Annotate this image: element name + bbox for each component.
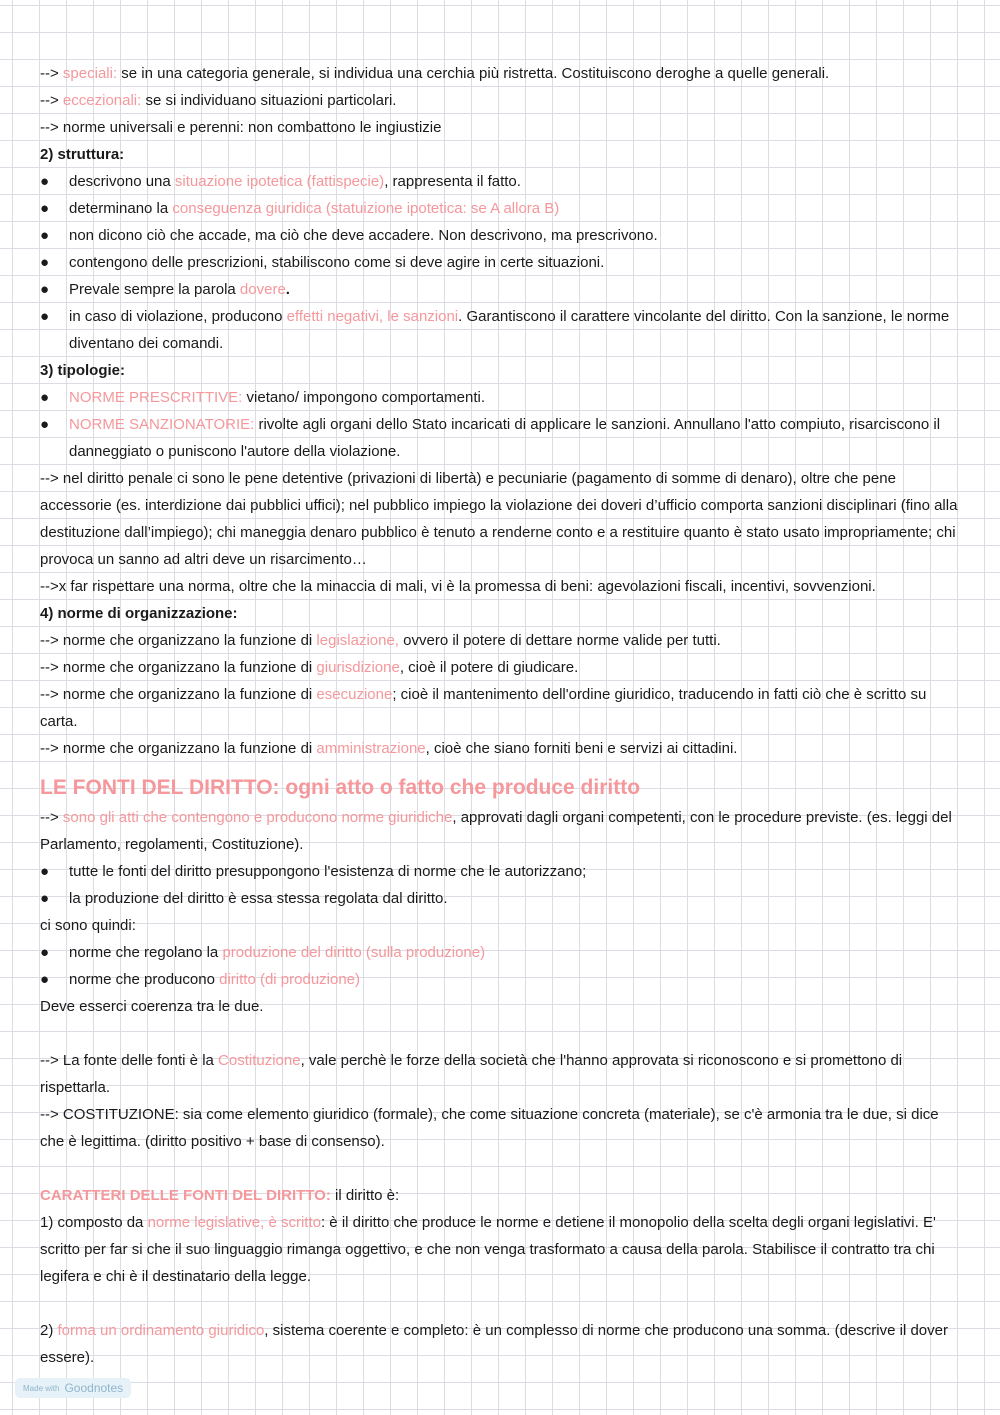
section-heading-tipologie: 3) tipologie: (40, 362, 125, 379)
bullet-dot: ● (40, 254, 50, 271)
note-line-coerenza: Deve esserci coerenza tra le due. (40, 998, 264, 1015)
note-line-universali: --> norme universali e perenni: non combattono le ingiustizie (40, 119, 442, 136)
highlight-eccezionali: eccezionali: (62, 92, 142, 109)
note-paragraph-ordinamento: 2) forma un ordinamento giuridico, sistema coerente e completo: è un complesso di norme che producono una somma. (descrive il dover essere). (40, 1322, 948, 1366)
bullet-item: ● NORME PRESCRITTIVE: vietano/ impongono comportamenti. (40, 384, 965, 411)
highlight-speciali: speciali: (62, 65, 118, 82)
note-paragraph-atti: --> sono gli atti che contengono e producono norme giuridiche, approvati dagli organi competenti, con le procedure previste. (es. leggi del Parlamento, regolamenti, Costituzione). (40, 809, 952, 853)
bullet-dot: ● (40, 890, 50, 907)
bullet-item: ● NORME SANZIONATORIE: rivolte agli organi dello Stato incaricati di applicare le sanzioni. Annullano l'atto compiuto, risarciscono il danneggiato o puniscono l'autore della violazione. (40, 411, 965, 465)
bullet-dot: ● (40, 173, 50, 190)
goodnotes-badge (15, 1378, 131, 1398)
note-paragraph-costituzione: --> La fonte delle fonti è la Costituzione, vale perchè le forze della società che l'hanno approvata si riconoscono e si promettono di rispettarla. (40, 1052, 903, 1096)
highlight-text: dovere (239, 281, 286, 298)
spacer (40, 1155, 965, 1182)
highlight-heading: CARATTERI DELLE FONTI DEL DIRITTO: (40, 1187, 331, 1204)
bullet-dot: ● (40, 944, 50, 961)
spacer (40, 1020, 965, 1047)
highlight-text: norme legislative, è scritto (147, 1214, 321, 1231)
note-paragraph-scritto: 1) composto da norme legislative, è scritto: è il diritto che produce le norme e detiene il monopolio della scelta degli organi legislativi. E' scritto per far si che il suo linguaggio rimanga oggettivo, e che non venga trasformato a causa della parola. Stabilisce il contratto tra chi legifera e chi è il destinatario della legge. (40, 1214, 936, 1285)
bullet-dot: ● (40, 227, 50, 244)
badge-made-with: Made with (23, 1383, 60, 1393)
highlight-text: forma un ordinamento giuridico (57, 1322, 265, 1339)
note-line-speciali: --> speciali: se in una categoria generale, si individua una cerchia più ristretta. Costituiscono deroghe a quelle generali. (40, 65, 830, 82)
bullet-item: ● contengono delle prescrizioni, stabiliscono come si deve agire in certe situazioni. (40, 249, 965, 276)
note-line-promessa: -->x far rispettare una norma, oltre che la minaccia di mali, vi è la promessa di beni: agevolazioni fiscali, incentivi, sovvenzioni. (40, 578, 876, 595)
note-line-legislazione: --> norme che organizzano la funzione di legislazione, ovvero il potere di dettare norme valide per tutti. (40, 632, 721, 649)
bullet-dot: ● (40, 389, 50, 406)
highlight-text: diritto (di produzione) (219, 971, 361, 988)
highlight-text: situazione ipotetica (fattispecie) (174, 173, 385, 190)
bullet-item: ● norme che producono diritto (di produzione) (40, 966, 965, 993)
note-line-caratteri: CARATTERI DELLE FONTI DEL DIRITTO: il diritto è: (40, 1187, 400, 1204)
bullet-dot: ● (40, 281, 50, 298)
note-paragraph-pene: --> nel diritto penale ci sono le pene detentive (privazioni di libertà) e pecuniarie (pagamento di somme di denaro), oltre che pene accessorie (es. interdizione dai pubblici uffici); nel pubblico impiego la violazione dei doveri d’ufficio comporta sanzioni disciplinari (fino alla destituzione dall’impiego); chi maneggia denaro pubblico è tenuto a renderne conto e a restituire quanto è stato usato impropriamente; chi provoca un sanno ad altri deve un risarcimento… (40, 470, 958, 568)
bullet-dot: ● (40, 200, 50, 217)
note-line-eccezionali: --> eccezionali: se si individuano situazioni particolari. (40, 92, 397, 109)
note-paragraph-legittima: --> COSTITUZIONE: sia come elemento giuridico (formale), che come situazione concreta (materiale), se c'è armonia tra le due, si dice che è legittima. (diritto positivo + base di consenso). (40, 1106, 939, 1150)
highlight-text: amministrazione (316, 740, 426, 757)
highlight-text: effetti negativi, le sanzioni (286, 308, 459, 325)
spacer (40, 1290, 965, 1317)
highlight-text: giurisdizione (316, 659, 400, 676)
bullet-item: ● norme che regolano la produzione del diritto (sulla produzione) (40, 939, 965, 966)
highlight-text: conseguenza giuridica (statuizione ipotetica: se A allora B) (172, 200, 560, 217)
highlight-text: Costituzione (218, 1052, 301, 1069)
section-heading-struttura: 2) struttura: (40, 146, 125, 163)
note-line-amministrazione: --> norme che organizzano la funzione di amministrazione, cioè che siano forniti beni e servizi ai cittadini. (40, 740, 738, 757)
highlight-text: NORME PRESCRITTIVE: (69, 389, 243, 406)
note-line-quindi: ci sono quindi: (40, 917, 136, 934)
section-heading-organizzazione: 4) norme di organizzazione: (40, 605, 238, 622)
highlight-text: legislazione, (316, 632, 399, 649)
highlight-text: sono gli atti che contengono e producono norme giuridiche (62, 809, 453, 826)
bullet-item: ● non dicono ciò che accade, ma ciò che deve accadere. Non descrivono, ma prescrivono. (40, 222, 965, 249)
bullet-item: ● determinano la conseguenza giuridica (statuizione ipotetica: se A allora B) (40, 195, 965, 222)
bullet-item: ● in caso di violazione, producono effetti negativi, le sanzioni. Garantiscono il carattere vincolante del diritto. Con la sanzione, le norme diventano dei comandi. (40, 303, 965, 357)
bullet-dot: ● (40, 863, 50, 880)
highlight-text: NORME SANZIONATORIE: (69, 416, 255, 433)
bullet-item: ● tutte le fonti del diritto presuppongono l'esistenza di norme che le autorizzano; (40, 858, 965, 885)
bullet-item: ● descrivono una situazione ipotetica (fattispecie), rappresenta il fatto. (40, 168, 965, 195)
bullet-dot: ● (40, 416, 50, 433)
note-line-giurisdizione: --> norme che organizzano la funzione di giurisdizione, cioè il potere di giudicare. (40, 659, 579, 676)
bullet-dot: ● (40, 308, 50, 325)
badge-goodnotes-logo: Goodnotes (64, 1381, 124, 1395)
note-line-esecuzione: --> norme che organizzano la funzione di esecuzione; cioè il mantenimento dell'ordine giuridico, traducendo in fatti ciò che è scritto su carta. (40, 686, 927, 730)
bullet-item: ● Prevale sempre la parola dovere. (40, 276, 965, 303)
highlight-text: esecuzione (316, 686, 393, 703)
section-title-fonti: LE FONTI DEL DIRITTO: ogni atto o fatto che produce diritto (40, 776, 641, 799)
notes-content (40, 60, 965, 1371)
bullet-dot: ● (40, 971, 50, 988)
highlight-text: produzione del diritto (sulla produzione) (222, 944, 486, 961)
bullet-item: ● la produzione del diritto è essa stessa regolata dal diritto. (40, 885, 965, 912)
